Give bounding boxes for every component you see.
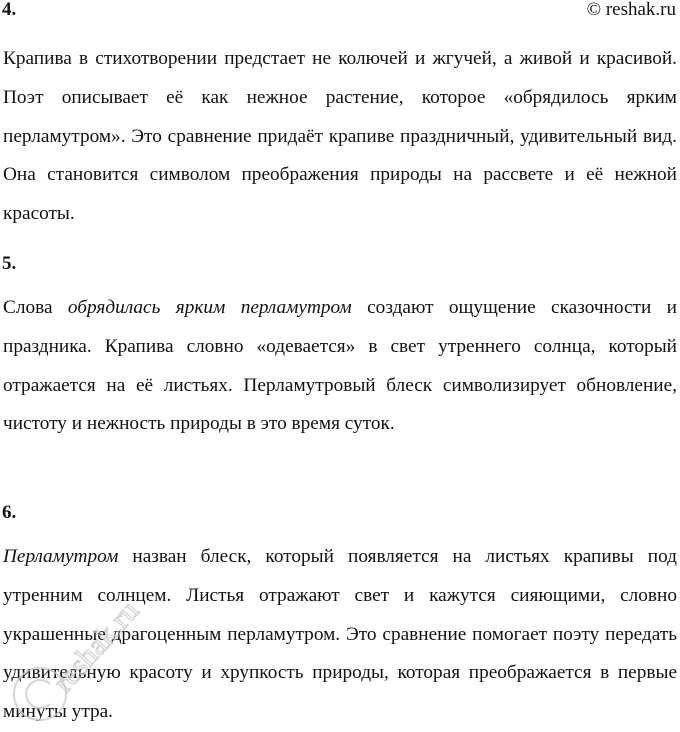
paragraph-6-term: Перламутром — [3, 546, 119, 567]
site-credit: © reshak.ru — [586, 0, 676, 20]
paragraph-5 — [3, 289, 677, 444]
section-number-4: 4. — [2, 0, 17, 20]
paragraph-6 — [3, 538, 677, 732]
svg-text:reshak.ru: reshak.ru — [46, 594, 146, 699]
page-header — [0, 0, 680, 26]
paragraph-4: Крапива в стихотворении предстает не колючей и жгучей, а живой и красивой. Поэт описывает её как нежное растение, которое «обрядилось ярким перламутром». Это сравнение придаёт крапиве праздничный, удивительный вид. Она становится символом преображения природы на рассвете и её нежной красоты. — [3, 48, 677, 225]
section-number-6: 6. — [2, 502, 17, 523]
paragraph-5-lead: Слова — [3, 297, 68, 318]
paragraph-5-quote: обрядилась ярким перламутром — [67, 297, 352, 318]
paragraph-5-body: создают ощущение сказочности и праздника. Крапива словно «одевается» в свет утреннего солнца, который отражается на её листьях. Перламутровый блеск символизирует обновление, чистоту и нежность природы в это время суток. — [3, 297, 677, 435]
paragraph-6-body: назван блеск, который появляется на листьях крапивы под утренним солнцем. Листья отражают свет и кажутся сияющими, словно украшенные драгоценным перламутром. Это сравнение помогает поэту передать удивительную красоту и хрупкость природы, которая преображается в первые минуты утра. — [3, 546, 677, 723]
section-number-5: 5. — [2, 253, 17, 274]
